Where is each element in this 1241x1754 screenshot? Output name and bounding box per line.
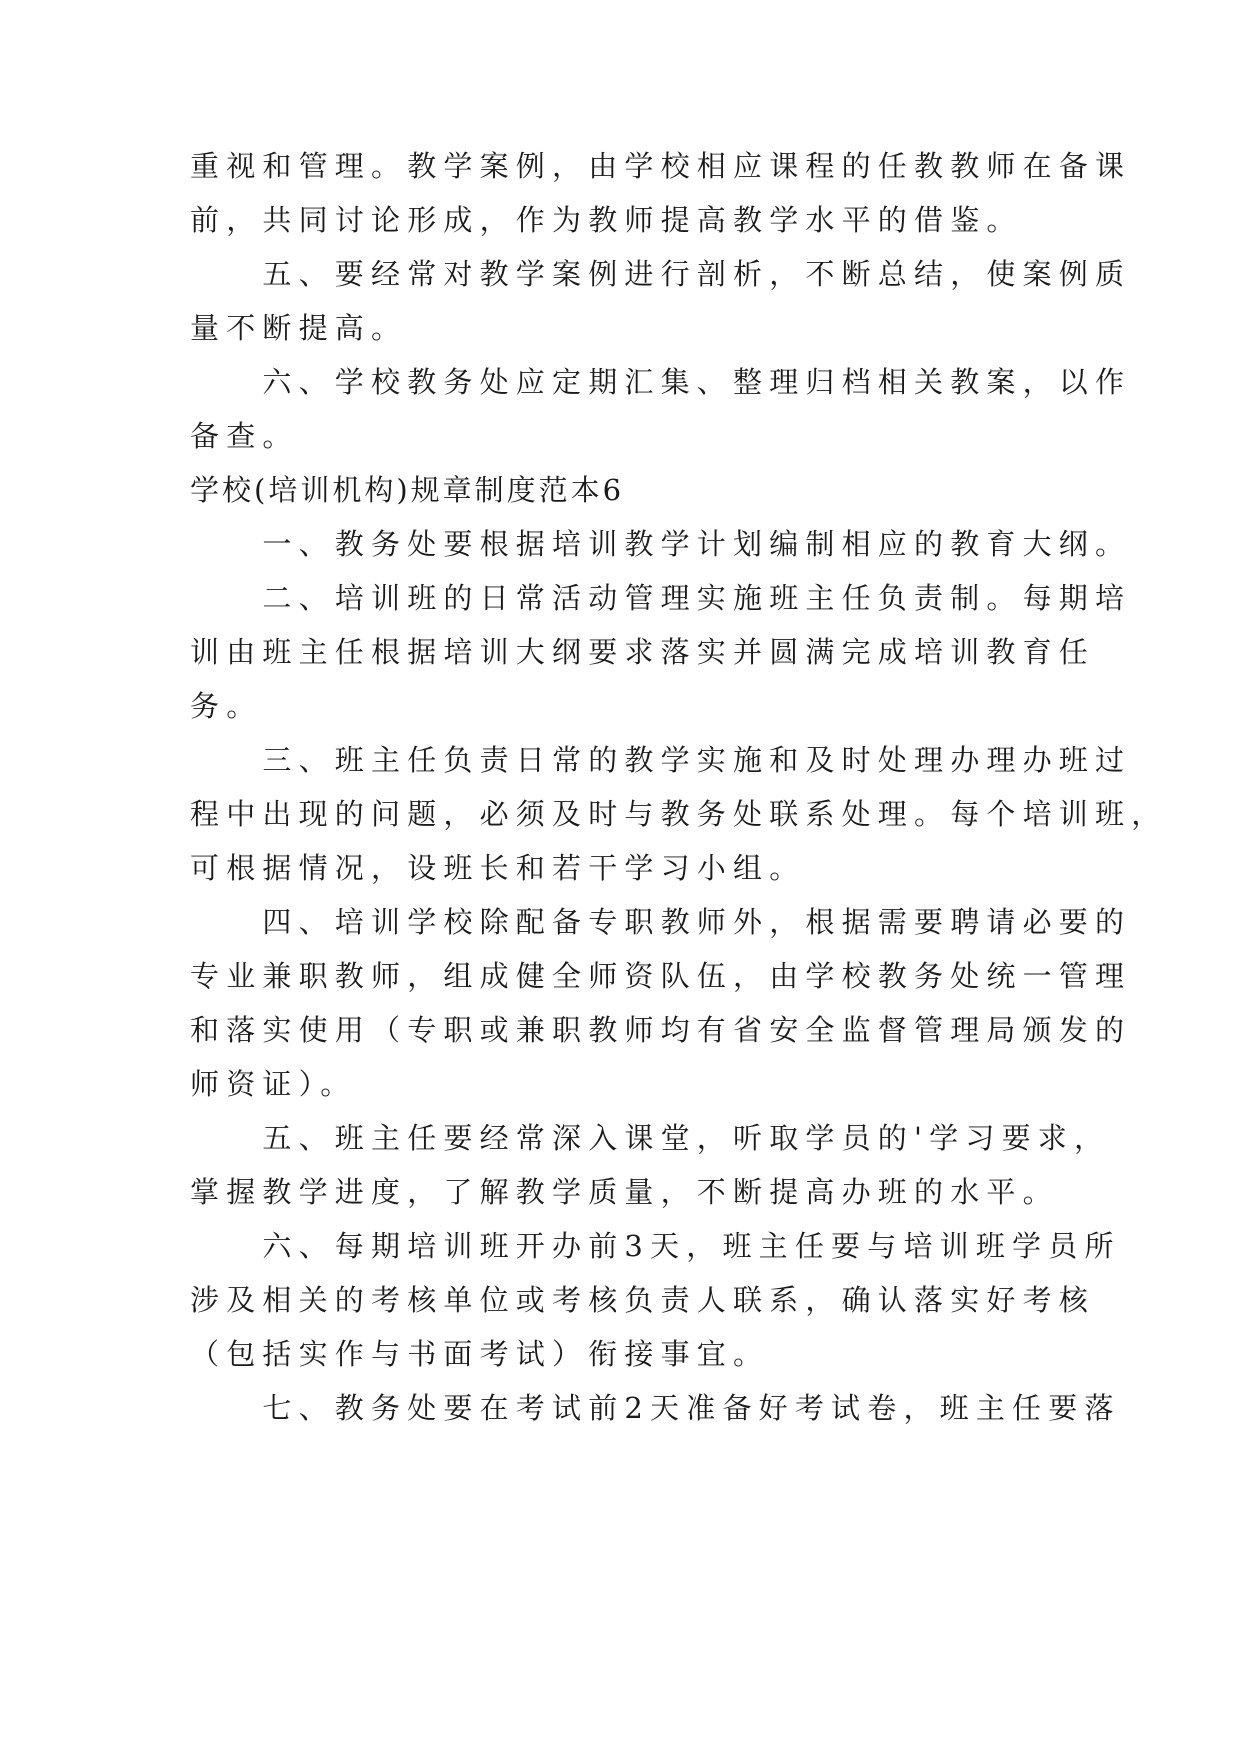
text-line: 程中出现的问题，必须及时与教务处联系处理。每个培训班， bbox=[190, 797, 1168, 831]
section-heading: 学校(培训机构)规章制度范本6 bbox=[190, 473, 625, 507]
text-line: 五、班主任要经常深入课堂，听取学员的'学习要求， bbox=[190, 1121, 1111, 1155]
text-line: 前，共同讨论形成，作为教师提高教学水平的借鉴。 bbox=[190, 203, 1023, 237]
text-line: 涉及相关的考核单位或考核负责人联系，确认落实好考核 bbox=[190, 1283, 1096, 1317]
text-line: 可根据情况，设班长和若干学习小组。 bbox=[190, 851, 806, 885]
text-line: 务。 bbox=[190, 689, 263, 723]
text-line: 和落实使用（专职或兼职教师均有省安全监督管理局颁发的 bbox=[190, 1013, 1132, 1047]
text-line: （包括实作与书面考试）衔接事宜。 bbox=[190, 1337, 770, 1371]
text-line: 六、每期培训班开办前3天，班主任要与培训班学员所 bbox=[190, 1229, 1121, 1263]
text-line: 师资证）。 bbox=[190, 1067, 357, 1101]
text-line: 七、教务处要在考试前2天准备好考试卷，班主任要落 bbox=[190, 1391, 1121, 1425]
text-line: 五、要经常对教学案例进行剖析，不断总结，使案例质 bbox=[190, 257, 1132, 291]
text-line: 重视和管理。教学案例，由学校相应课程的任教教师在备课 bbox=[190, 149, 1132, 183]
text-line: 专业兼职教师，组成健全师资队伍，由学校教务处统一管理 bbox=[190, 959, 1132, 993]
text-line: 一、教务处要根据培训教学计划编制相应的教育大纲。 bbox=[190, 527, 1132, 561]
text-line: 掌握教学进度，了解教学质量，不断提高办班的水平。 bbox=[190, 1175, 1059, 1209]
text-line: 量不断提高。 bbox=[190, 311, 408, 345]
text-line: 四、培训学校除配备专职教师外，根据需要聘请必要的 bbox=[190, 905, 1132, 939]
text-line: 备查。 bbox=[190, 419, 299, 453]
text-line: 训由班主任根据培训大纲要求落实并圆满完成培训教育任 bbox=[190, 635, 1096, 669]
text-line: 二、培训班的日常活动管理实施班主任负责制。每期培 bbox=[190, 581, 1132, 615]
text-line: 六、学校教务处应定期汇集、整理归档相关教案，以作 bbox=[190, 365, 1132, 399]
text-line: 三、班主任负责日常的教学实施和及时处理办理办班过 bbox=[190, 743, 1132, 777]
